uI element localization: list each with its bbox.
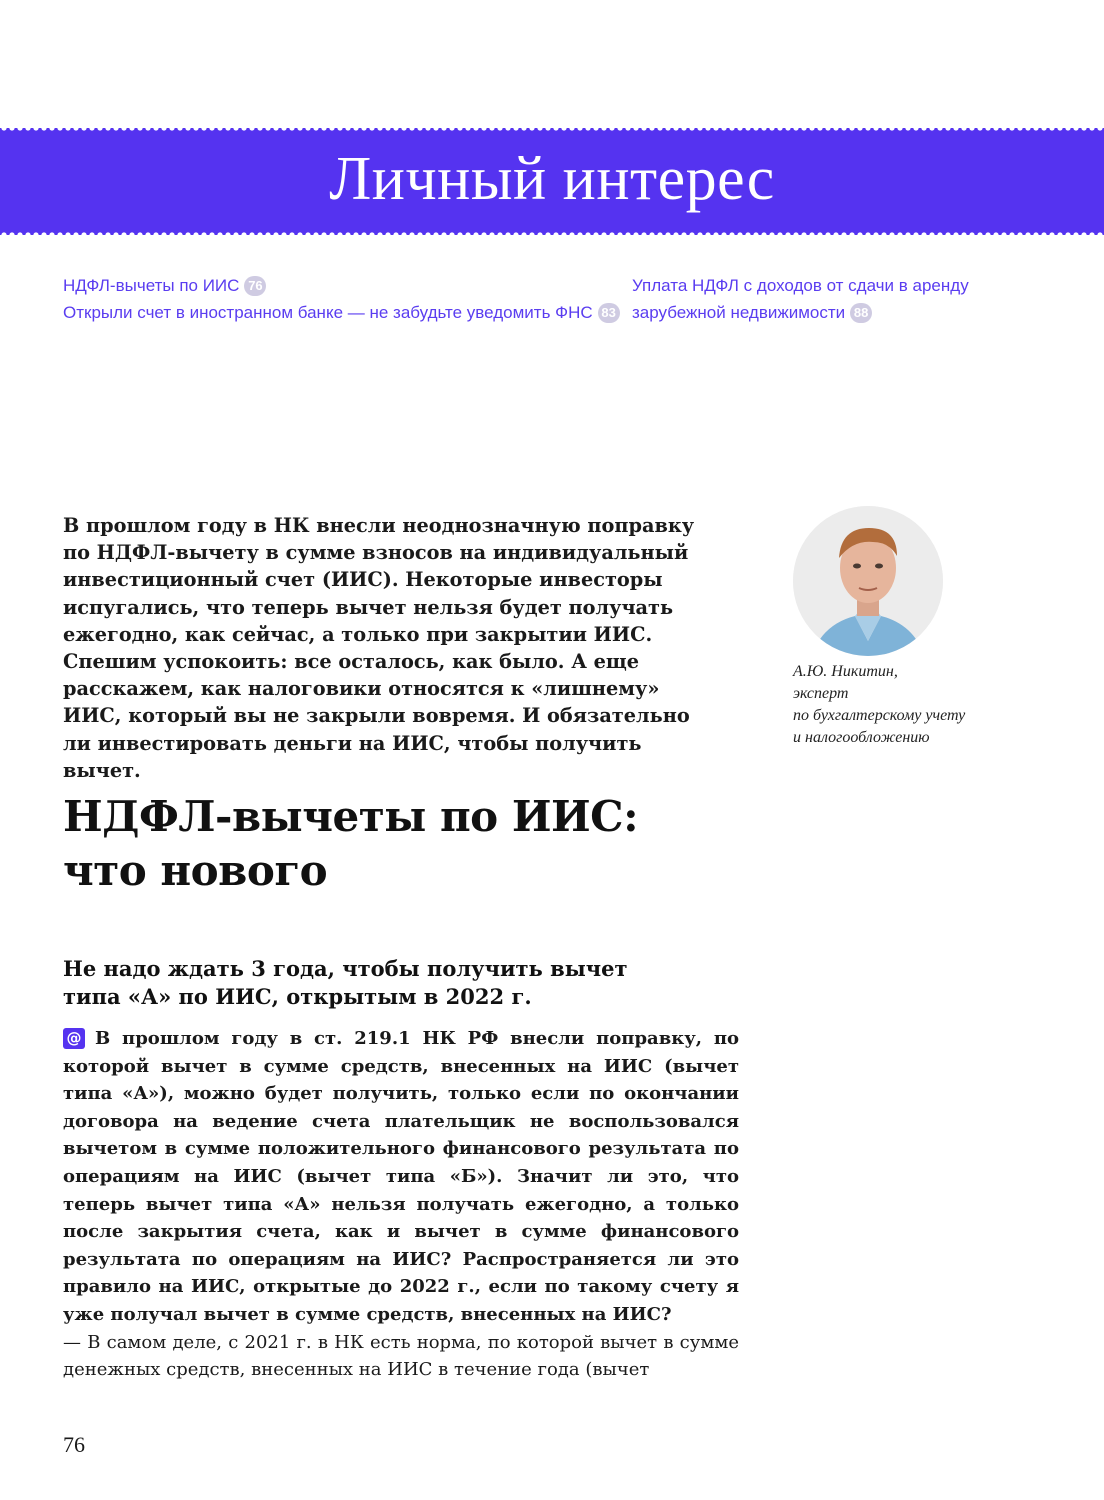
author-role: и налогообложению: [793, 729, 930, 746]
author-caption: [793, 661, 965, 749]
author-role: эксперт: [793, 685, 849, 702]
article-subtitle-line1: Не надо ждать 3 года, чтобы получить вычет: [63, 956, 628, 981]
toc-link-label-line1[interactable]: Уплата НДФЛ с доходов от сдачи в аренду: [632, 276, 969, 295]
at-icon: @: [63, 1028, 85, 1049]
article-body: [63, 1025, 739, 1384]
lead-paragraph: В прошлом году в НК внесли неоднозначную поправку по НДФЛ-вычету в сумме взносов на индивидуальный инвестиционный счет (ИИС). Некоторые инвесторы испугались, что теперь вычет нельзя будет получать ежегодно, как сейчас, а только при закрытии ИИС. Спешим успокоить: все осталось, как было. А еще расскажем, как налоговики относятся к «лишнему» ИИС, который вы не закрыли вовремя. И обязательно ли инвестировать деньги на ИИС, чтобы получить вычет.: [63, 514, 695, 782]
author-name: А.Ю. Никитин,: [793, 663, 898, 680]
author-role: по бухгалтерскому учету: [793, 707, 966, 724]
question-text: В прошлом году в ст. 219.1 НК РФ внесли поправку, по которой вычет в сумме средств, внесенных на ИИС (вычет типа «А»), можно будет получить, только если по окончании договора на ведение счета плательщик не воспользовался вычетом в сумме положительного финансового результата по операциям на ИИС (вычет типа «Б»). Значит ли это, что теперь вычет типа «А» нельзя получать ежегодно, а только после закрытия счета, как и вычет в сумме финансового результата по операциям на ИИС? Распространяется ли это правило на ИИС, открытые до 2022 г., если по такому счету я уже получал вычет в сумме средств, внесенных на ИИС?: [63, 1028, 739, 1325]
toc-link-label-line2[interactable]: зарубежной недвижимости: [632, 303, 846, 322]
page-badge: 88: [850, 303, 872, 323]
page-number: 76: [63, 1432, 85, 1457]
section-banner: [0, 128, 1104, 235]
toc-link-label[interactable]: НДФЛ-вычеты по ИИС: [63, 276, 240, 295]
reader-question: [63, 1025, 739, 1329]
section-title: Личный интерес: [329, 145, 775, 213]
article-title: [63, 790, 763, 898]
author-photo: [793, 506, 943, 656]
article-subtitle: [63, 955, 763, 1011]
toc-right: [632, 272, 969, 326]
toc-link-foreign-property[interactable]: [632, 272, 969, 326]
toc-link-label[interactable]: Открыли счет в иностранном банке — не забудьте уведомить ФНС: [63, 303, 593, 322]
article-title-line2: что нового: [63, 846, 328, 895]
toc-link-ndfl-iis[interactable]: [63, 272, 620, 299]
article-subtitle-line2: типа «А» по ИИС, открытым в 2022 г.: [63, 984, 532, 1009]
page-badge: 76: [244, 276, 266, 296]
expert-answer: — В самом деле, с 2021 г. в НК есть норма, по которой вычет в сумме денежных средств, внесенных на ИИС в течение года (вычет: [63, 1331, 739, 1381]
page-badge: 83: [598, 303, 620, 323]
article-title-line1: НДФЛ-вычеты по ИИС:: [63, 792, 639, 841]
toc-link-foreign-bank[interactable]: [63, 299, 620, 326]
toc-left: [63, 272, 620, 326]
author-avatar: [793, 506, 943, 656]
